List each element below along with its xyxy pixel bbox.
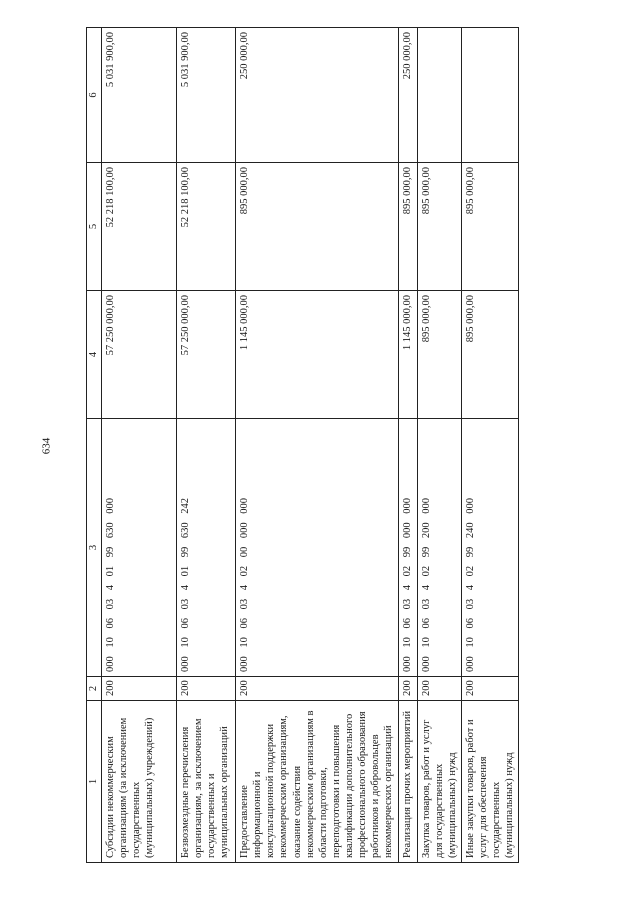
table-row: [461, 28, 519, 863]
row-value-6: [417, 28, 461, 163]
row-code: 000 10 06 03 4 01 99 630 242: [177, 419, 236, 677]
table-row: [102, 28, 177, 863]
row-name: Субсидии некоммерческим организациям (за исключением государственных (муниципальных) учреждений): [102, 701, 177, 863]
header-col-1: 1: [87, 701, 102, 863]
rotated-table-area: [86, 28, 632, 863]
row-name: Реализация прочих мероприятий: [398, 701, 417, 863]
header-row: [87, 28, 102, 863]
row-kvr: 200: [398, 677, 417, 701]
row-value-6: 250 000,00: [236, 28, 399, 163]
row-value-5: 52 218 100,00: [177, 163, 236, 291]
row-kvr: 200: [102, 677, 177, 701]
header-col-2: 2: [87, 677, 102, 701]
table-row: [236, 28, 399, 863]
row-name: Предоставление информационной и консультационной поддержки некоммерческим организациям, оказание содействия некоммерческим организациям в области подготовки, переподготовки и повышения квалификации дополнительного профессионального образования работников и добровольцев некоммерческих организаций: [236, 701, 399, 863]
header-col-6: 6: [87, 28, 102, 163]
row-value-5: 895 000,00: [398, 163, 417, 291]
row-value-6: 5 031 900,00: [177, 28, 236, 163]
row-value-5: 895 000,00: [417, 163, 461, 291]
row-value-5: 895 000,00: [236, 163, 399, 291]
row-kvr: 200: [417, 677, 461, 701]
row-value-6: 250 000,00: [398, 28, 417, 163]
row-code: 000 10 06 03 4 02 00 000 000: [236, 419, 399, 677]
row-code: 000 10 06 03 4 02 99 200 000: [417, 419, 461, 677]
table-row: [417, 28, 461, 863]
row-value-6: 5 031 900,00: [102, 28, 177, 163]
table-wrapper: [86, 28, 632, 863]
row-value-4: 895 000,00: [417, 291, 461, 419]
row-value-4: 57 250 000,00: [102, 291, 177, 419]
row-code: 000 10 06 03 4 02 99 240 000: [461, 419, 519, 677]
row-value-4: 1 145 000,00: [398, 291, 417, 419]
row-kvr: 200: [236, 677, 399, 701]
header-col-3: 3: [87, 419, 102, 677]
budget-table: [86, 27, 519, 863]
row-value-4: 895 000,00: [461, 291, 519, 419]
row-name: Закупка товаров, работ и услуг для государственных (муниципальных) нужд: [417, 701, 461, 863]
page-number: 634: [40, 437, 53, 455]
row-value-4: 1 145 000,00: [236, 291, 399, 419]
row-code: 000 10 06 03 4 01 99 630 000: [102, 419, 177, 677]
row-value-5: 895 000,00: [461, 163, 519, 291]
row-kvr: 200: [177, 677, 236, 701]
row-name: Иные закупки товаров, работ и услуг для обеспечения государственных (муниципальных) нужд: [461, 701, 519, 863]
table-row: [177, 28, 236, 863]
row-code: 000 10 06 03 4 02 99 000 000: [398, 419, 417, 677]
row-value-5: 52 218 100,00: [102, 163, 177, 291]
header-col-4: 4: [87, 291, 102, 419]
row-value-6: [461, 28, 519, 163]
row-kvr: 200: [461, 677, 519, 701]
row-value-4: 57 250 000,00: [177, 291, 236, 419]
row-name: Безвозмездные перечисления организациям, за исключением государственных и муниципальных организаций: [177, 701, 236, 863]
header-col-5: 5: [87, 163, 102, 291]
table-row: [398, 28, 417, 863]
